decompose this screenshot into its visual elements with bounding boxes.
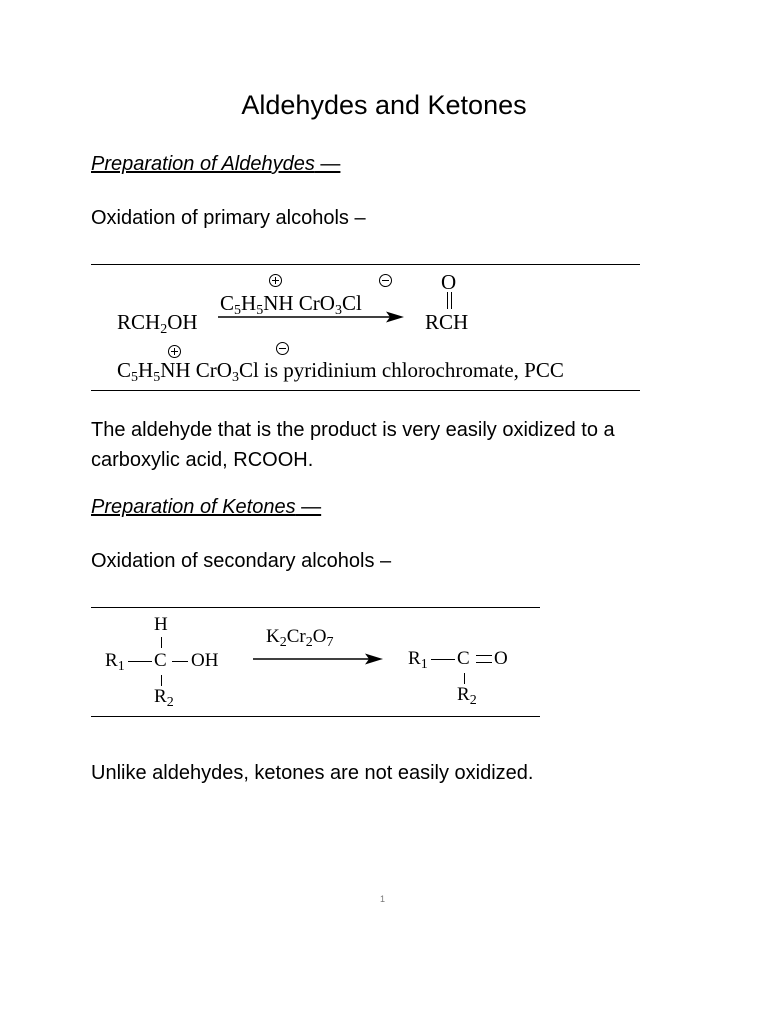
r2-letter: R — [154, 686, 167, 707]
aldehydes-heading-text: Preparation of Aldehydes — [91, 153, 315, 175]
alpha-carbon: C — [154, 650, 167, 671]
negative-charge-icon — [276, 342, 289, 355]
pcc-def-part: H — [138, 358, 154, 382]
dichromate-reagent — [266, 626, 333, 651]
aldehyde-reaction-top-rule — [91, 264, 640, 265]
product-r2-letter: R — [457, 684, 470, 705]
alcohol-part: RCH — [117, 310, 161, 334]
pcc-reagent-part: NH CrO — [263, 291, 335, 315]
aldehyde-product: RCH — [425, 310, 469, 334]
pcc-def-part: NH CrO — [160, 358, 232, 382]
single-bond — [172, 661, 188, 662]
reagent-sub: 2 — [305, 635, 313, 650]
page-number: 1 — [380, 894, 386, 904]
ketones-heading-dash: — — [295, 496, 322, 518]
positive-charge-icon — [269, 274, 282, 287]
reaction-arrow-icon — [218, 311, 404, 323]
reagent-part: Cr — [286, 626, 306, 647]
ketone-reaction-bottom-rule — [91, 716, 540, 717]
pcc-reagent-sub: 5 — [234, 303, 242, 318]
pcc-def-part: C — [117, 358, 132, 382]
ketones-method: Oxidation of secondary alcohols – — [91, 550, 392, 572]
aldehydes-followup: The aldehyde that is the product is very easily oxidized to a carboxylic acid, RCOOH. — [91, 419, 615, 471]
product-r1-sub: 1 — [420, 657, 428, 672]
ketones-heading — [91, 496, 321, 519]
product-r1-group — [408, 648, 428, 673]
r1-letter: R — [105, 650, 118, 671]
single-bond — [431, 659, 455, 660]
positive-charge-icon — [168, 345, 181, 358]
r1-group — [105, 650, 125, 675]
single-bond — [161, 637, 162, 648]
negative-charge-icon — [379, 274, 392, 287]
ketones-heading-text: Preparation of Ketones — [91, 496, 296, 518]
pcc-def-sub: 3 — [231, 370, 239, 385]
pcc-reagent-sub: 3 — [334, 303, 342, 318]
aldehyde-product-oxygen: O — [441, 270, 457, 294]
r2-group — [154, 686, 174, 711]
reaction-arrow-icon — [253, 653, 383, 665]
aldehydes-heading — [91, 153, 340, 176]
pcc-reagent-part: H — [241, 291, 257, 315]
carbonyl-double-bond — [447, 292, 452, 309]
aldehyde-reaction-bottom-rule — [91, 390, 640, 391]
alcohol-sub: 2 — [160, 322, 168, 337]
r2-sub: 2 — [166, 695, 174, 710]
carbonyl-oxygen: O — [494, 648, 508, 669]
pcc-def-text: is pyridinium chlorochromate, PCC — [258, 358, 564, 382]
pcc-reagent-part: Cl — [341, 291, 362, 315]
page-title: Aldehydes and Ketones — [241, 90, 527, 120]
reagent-part: O — [312, 626, 327, 647]
aldehydes-heading-dash: — — [314, 153, 341, 175]
pcc-reagent-sub: 5 — [256, 303, 264, 318]
pcc-def-part: Cl — [238, 358, 259, 382]
single-bond — [161, 675, 162, 686]
pcc-definition — [117, 358, 564, 386]
pcc-reagent-part: C — [220, 291, 235, 315]
reagent-part: K — [266, 626, 280, 647]
single-bond — [128, 661, 152, 662]
reagent-sub: 2 — [279, 635, 287, 650]
aldehydes-method: Oxidation of primary alcohols – — [91, 207, 366, 229]
alcohol-part: OH — [167, 310, 198, 334]
carbonyl-carbon: C — [457, 648, 470, 669]
pcc-def-sub: 5 — [153, 370, 161, 385]
hydroxyl-group: OH — [191, 650, 219, 671]
double-bond-upper — [476, 655, 492, 656]
reagent-sub: 7 — [326, 635, 334, 650]
ketone-reaction-top-rule — [91, 607, 540, 608]
r1-sub: 1 — [117, 659, 125, 674]
single-bond — [464, 673, 465, 684]
primary-alcohol — [117, 310, 198, 338]
pcc-def-sub: 5 — [131, 370, 139, 385]
ketones-followup: Unlike aldehydes, ketones are not easily oxidized. — [91, 762, 534, 784]
product-r2-group — [457, 684, 477, 709]
product-r2-sub: 2 — [469, 693, 477, 708]
hydrogen-atom: H — [154, 614, 168, 635]
double-bond-lower — [476, 662, 492, 663]
product-r1-letter: R — [408, 648, 421, 669]
